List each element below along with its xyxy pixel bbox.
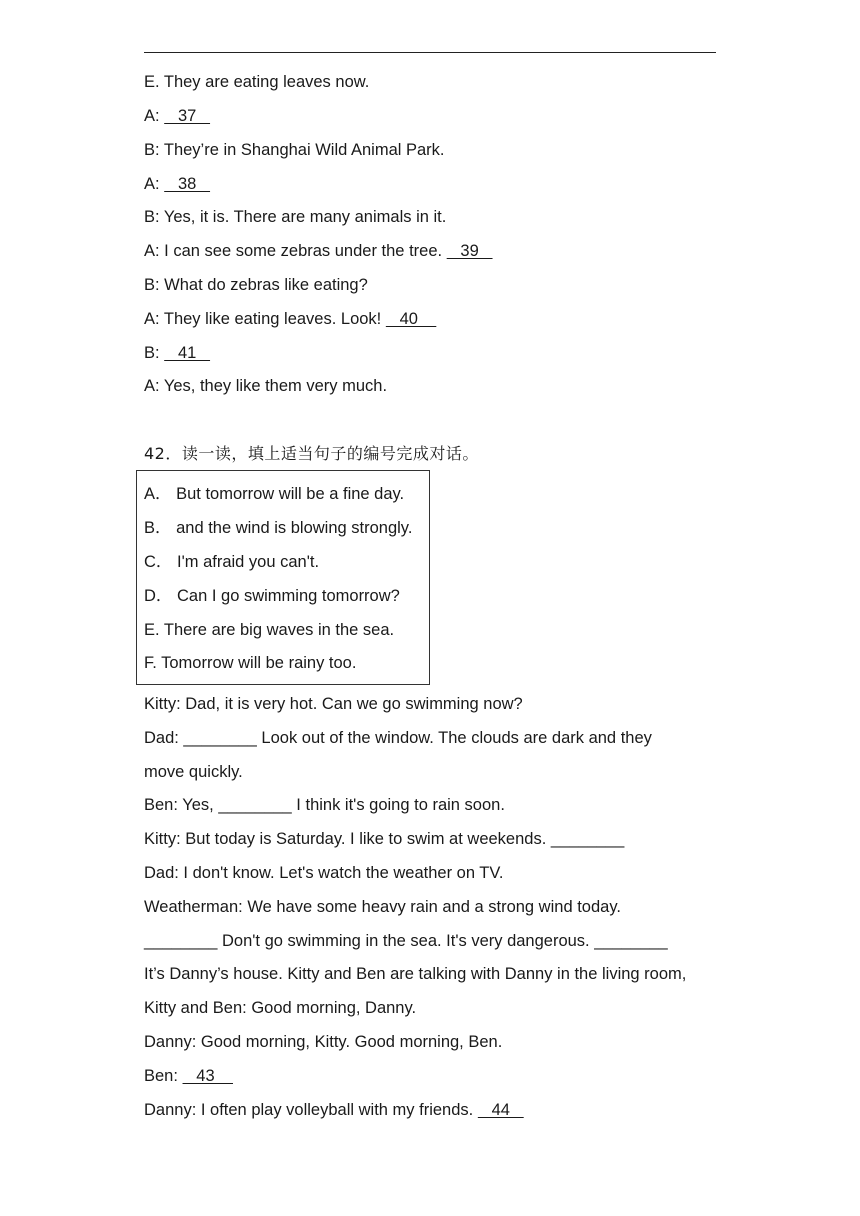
dialog-line: A: 37 [144,107,211,125]
dialog-line: Ben: Yes, ________ I think it's going to rain soon. [144,796,505,814]
dialog-line: A: 38 [144,175,211,193]
dialog-line: Danny: Good morning, Kitty. Good morning, Ben. [144,1033,503,1051]
dialog-line: Weatherman: We have some heavy rain and a strong wind today. [144,898,621,916]
dialog-line: A: They like eating leaves. Look! 40 [144,310,437,328]
dialog-line: B: What do zebras like eating? [144,276,368,294]
option-e: E. There are big waves in the sea. [144,621,395,639]
question-number: 42． [144,444,182,463]
dialog-line: move quickly. [144,763,243,781]
answer-blank-40[interactable]: 40 [385,310,437,328]
option-a: A． But tomorrow will be a fine day. [144,485,405,503]
answer-blank-37[interactable]: 37 [164,107,211,125]
answer-blank-44[interactable]: 44 [477,1101,524,1119]
dialog-line: Dad: I don't know. Let's watch the weather on TV. [144,864,504,882]
dialog-line: B: Yes, it is. There are many animals in it. [144,208,447,226]
dialog-line: Kitty: But today is Saturday. I like to swim at weekends. ________ [144,830,625,848]
answer-blank-43[interactable]: 43 [182,1067,233,1085]
dialog-line: Kitty and Ben: Good morning, Danny. [144,999,417,1017]
dialog-line: ________ Don't go swimming in the sea. It's very dangerous. ________ [144,932,668,950]
answer-blank-39[interactable]: 39 [446,242,493,260]
dialog-line: A: I can see some zebras under the tree. 39 [144,242,493,260]
answer-blank-41[interactable]: 41 [164,344,211,362]
option-f: F. Tomorrow will be rainy too. [144,654,357,672]
option-c: C． I'm afraid you can't. [144,553,320,571]
option-b: B． and the wind is blowing strongly. [144,519,413,537]
dialog-line: Kitty: Dad, it is very hot. Can we go swimming now? [144,695,523,713]
option-d: D． Can I go swimming tomorrow? [144,587,400,605]
header-rule [144,52,716,53]
dialog-line: E. They are eating leaves now. [144,73,370,91]
question-42-heading [144,444,479,464]
question-instruction: 读一读，填上适当句子的编号完成对话。 [181,444,479,463]
dialog-line: Ben: 43 [144,1067,233,1085]
dialog-line: It’s Danny’s house. Kitty and Ben are talking with Danny in the living room, [144,965,687,983]
dialog-line: Danny: I often play volleyball with my friends. 44 [144,1101,524,1119]
answer-blank-38[interactable]: 38 [164,175,211,193]
dialog-line: A: Yes, they like them very much. [144,377,388,395]
dialog-line: B: 41 [144,344,211,362]
dialog-line: B: They’re in Shanghai Wild Animal Park. [144,141,445,159]
dialog-line: Dad: ________ Look out of the window. The clouds are dark and they [144,729,652,747]
